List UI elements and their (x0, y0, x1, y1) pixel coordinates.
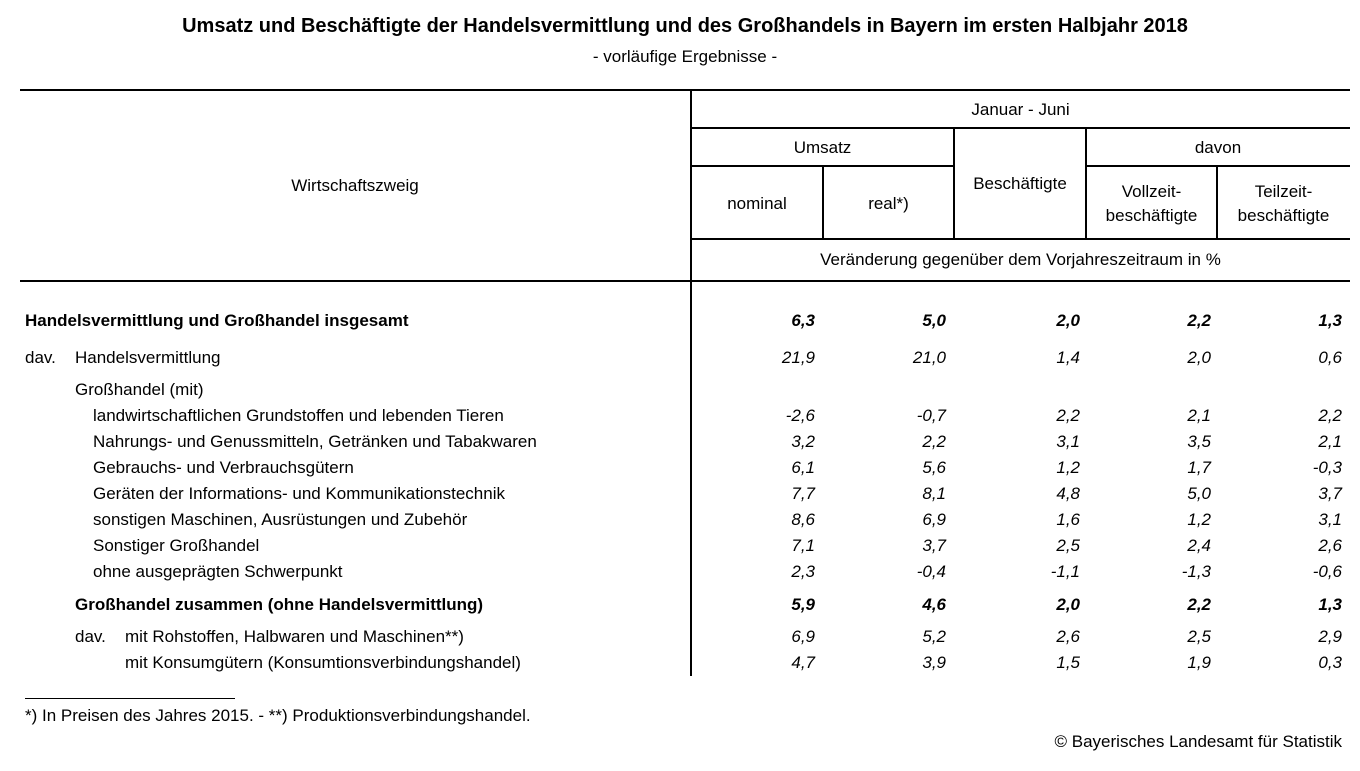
row-label: Nahrungs- und Genussmitteln, Getränken und Tabakwaren (93, 432, 537, 451)
row-label: mit Rohstoffen, Halbwaren und Maschinen**) (125, 627, 464, 646)
cell-beschaeftigte: 4,8 (1056, 484, 1080, 503)
cell-teilzeit: 0,3 (1318, 653, 1342, 672)
cell-beschaeftigte: 2,0 (1056, 311, 1080, 330)
cell-vollzeit: 2,4 (1187, 536, 1211, 555)
cell-nominal: 6,3 (791, 311, 815, 330)
cell-beschaeftigte: 2,2 (1056, 406, 1080, 425)
cell-real: 8,1 (922, 484, 946, 503)
cell-vollzeit: 2,2 (1187, 311, 1211, 330)
header-real: real*) (868, 194, 909, 213)
header-teilzeit-line1: Teilzeit- (1254, 182, 1313, 201)
cell-nominal: -2,6 (785, 406, 815, 425)
cell-teilzeit: 2,2 (1318, 406, 1342, 425)
cell-nominal: 4,7 (791, 653, 815, 672)
cell-vollzeit: 1,9 (1187, 653, 1211, 672)
footnote-rule (25, 698, 235, 699)
page-title: Umsatz und Beschäftigte der Handelsvermittlung und des Großhandels in Bayern im ersten Halbjahr 2018 (182, 15, 1188, 37)
table-top-rule (20, 89, 1350, 91)
cell-vollzeit: -1,3 (1181, 562, 1211, 581)
header-vollzeit (1086, 180, 1217, 228)
row-label: Gebrauchs- und Verbrauchsgütern (93, 458, 354, 477)
cell-beschaeftigte: 1,5 (1056, 653, 1080, 672)
header-davon: davon (1194, 138, 1242, 157)
cell-teilzeit: 2,6 (1318, 536, 1342, 555)
header-beschaeftigte: Beschäftigte (973, 174, 1067, 193)
header-vollzeit-line1: Vollzeit- (1121, 182, 1182, 201)
header-teilzeit (1217, 180, 1350, 228)
cell-beschaeftigte: -1,1 (1050, 562, 1080, 581)
header-unit: Veränderung gegenüber dem Vorjahreszeitraum in % (820, 250, 1221, 269)
cell-vollzeit: 1,2 (1187, 510, 1211, 529)
row-label: Handelsvermittlung (75, 348, 221, 367)
cell-teilzeit: 1,3 (1318, 595, 1342, 614)
row-label: Geräten der Informations- und Kommunikationstechnik (93, 484, 505, 503)
cell-real: 5,6 (922, 458, 946, 477)
row-label: mit Konsumgütern (Konsumtionsverbindungshandel) (125, 653, 521, 672)
cell-real: 4,6 (922, 595, 946, 614)
row-label: Großhandel (mit) (75, 380, 204, 399)
cell-beschaeftigte: 2,0 (1056, 595, 1080, 614)
cell-real: 3,9 (922, 653, 946, 672)
cell-nominal: 3,2 (791, 432, 815, 451)
cell-beschaeftigte: 1,4 (1056, 348, 1080, 367)
row-label: Handelsvermittlung und Großhandel insgesamt (25, 311, 409, 330)
cell-nominal: 7,1 (791, 536, 815, 555)
cell-beschaeftigte: 3,1 (1056, 432, 1080, 451)
cell-real: -0,7 (916, 406, 946, 425)
cell-beschaeftigte: 2,6 (1056, 627, 1080, 646)
row-label: ohne ausgeprägten Schwerpunkt (93, 562, 343, 581)
header-bottom-rule (20, 280, 1350, 282)
cell-nominal: 7,7 (791, 484, 815, 503)
copyright: © Bayerisches Landesamt für Statistik (1054, 732, 1342, 751)
stub-divider (690, 89, 692, 676)
cell-beschaeftigte: 2,5 (1056, 536, 1080, 555)
row-prefix: dav. (75, 627, 106, 646)
cell-nominal: 2,3 (791, 562, 815, 581)
cell-teilzeit: 1,3 (1318, 311, 1342, 330)
cell-teilzeit: 3,7 (1318, 484, 1342, 503)
cell-vollzeit: 2,2 (1187, 595, 1211, 614)
cell-vollzeit: 2,0 (1187, 348, 1211, 367)
header-umsatz: Umsatz (793, 138, 852, 157)
cell-nominal: 8,6 (791, 510, 815, 529)
footnote: *) In Preisen des Jahres 2015. - **) Produktionsverbindungshandel. (25, 706, 531, 725)
cell-vollzeit: 2,1 (1187, 406, 1211, 425)
cell-vollzeit: 5,0 (1187, 484, 1211, 503)
cell-teilzeit: 0,6 (1318, 348, 1342, 367)
cell-teilzeit: 3,1 (1318, 510, 1342, 529)
header-stub: Wirtschaftszweig (291, 176, 419, 195)
cell-nominal: 6,1 (791, 458, 815, 477)
cell-nominal: 5,9 (791, 595, 815, 614)
cell-nominal: 21,9 (781, 348, 815, 367)
cell-real: 6,9 (922, 510, 946, 529)
cell-vollzeit: 1,7 (1187, 458, 1211, 477)
row-label: Sonstiger Großhandel (93, 536, 260, 555)
header-period: Januar - Juni (971, 100, 1070, 119)
row-prefix: dav. (25, 348, 56, 367)
page-subtitle: - vorläufige Ergebnisse - (592, 47, 778, 66)
cell-beschaeftigte: 1,6 (1056, 510, 1080, 529)
cell-real: -0,4 (916, 562, 946, 581)
cell-vollzeit: 2,5 (1187, 627, 1211, 646)
cell-real: 3,7 (922, 536, 946, 555)
header-vollzeit-line2: beschäftigte (1105, 206, 1198, 225)
unit-rule (691, 238, 1350, 240)
header-nominal: nominal (727, 194, 787, 213)
cell-real: 5,2 (922, 627, 946, 646)
row-label: sonstigen Maschinen, Ausrüstungen und Zubehör (93, 510, 468, 529)
cell-real: 21,0 (912, 348, 946, 367)
header-teilzeit-line2: beschäftigte (1237, 206, 1330, 225)
period-rule (691, 127, 1350, 129)
cell-vollzeit: 3,5 (1187, 432, 1211, 451)
cell-beschaeftigte: 1,2 (1056, 458, 1080, 477)
cell-nominal: 6,9 (791, 627, 815, 646)
cell-real: 5,0 (922, 311, 946, 330)
cell-teilzeit: 2,1 (1318, 432, 1342, 451)
cell-teilzeit: -0,6 (1312, 562, 1342, 581)
cell-real: 2,2 (922, 432, 946, 451)
cell-teilzeit: 2,9 (1318, 627, 1342, 646)
cell-teilzeit: -0,3 (1312, 458, 1342, 477)
row-label: Großhandel zusammen (ohne Handelsvermittlung) (75, 595, 484, 614)
row-label: landwirtschaftlichen Grundstoffen und lebenden Tieren (93, 406, 504, 425)
